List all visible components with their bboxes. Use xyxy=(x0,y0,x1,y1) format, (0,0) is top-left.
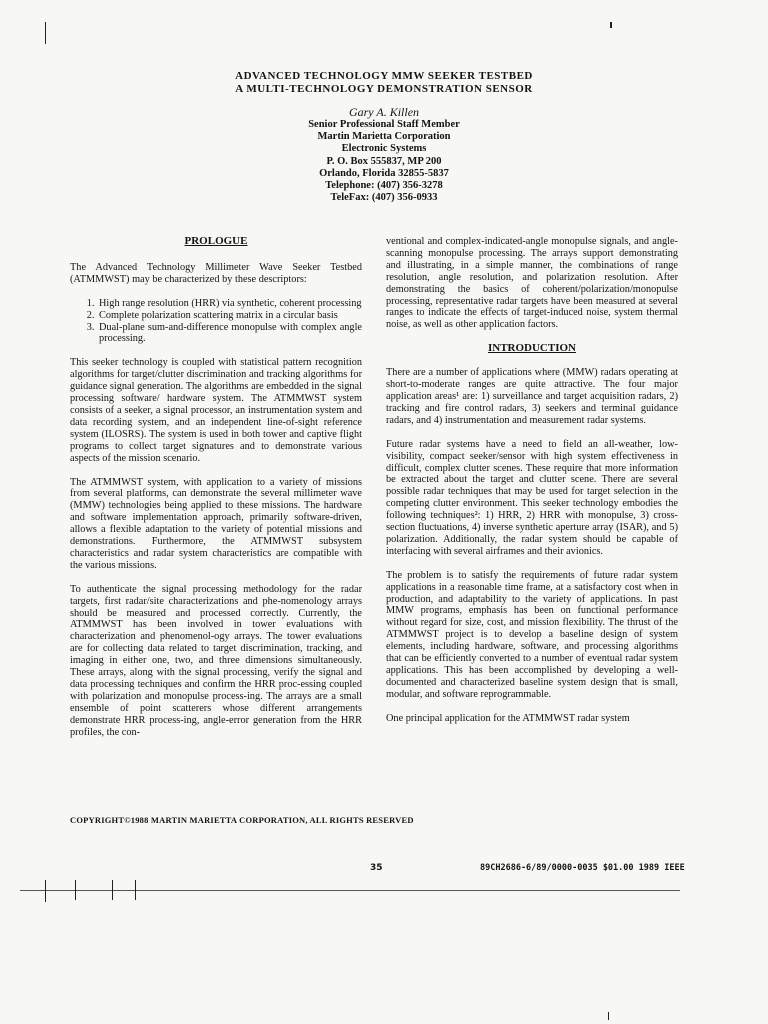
scan-mark xyxy=(75,880,76,900)
title-block xyxy=(0,70,768,204)
body-paragraph: One principal application for the ATMMWST radar system xyxy=(386,712,630,724)
descriptor-list xyxy=(70,298,362,346)
scan-mark xyxy=(112,880,113,900)
scan-mark xyxy=(608,1012,609,1020)
author-name: Gary A. Killen xyxy=(348,105,420,119)
page-number: 35 xyxy=(370,863,383,873)
affiliation-line: Martin Marietta Corporation xyxy=(317,131,451,143)
body-paragraph: The Advanced Technology Millimeter Wave Seeker Testbed (ATMMWST) may be characterized by these descriptors: xyxy=(70,261,362,285)
left-column xyxy=(70,236,362,751)
section-heading-introduction: INTRODUCTION xyxy=(487,342,576,355)
body-paragraph: Future radar systems have a need to field an all-weather, low-visibility, compact seeker/sensor with high system effectiveness in difficult, complex clutter scenes. These require that more information be extracted about the target and clutter scene. There are several possible radar techniques that may be used for target selection in the competing clutter environment. This seeker technology embodies the following techniques²: 1) HRR, 2) HRR with monopulse, 3) cross-section fluctuations, 4) inverse synthetic aperture array (ISAR), and 5) polarization. Additionally, the radar system should be capable of interfacing with several airframes and their avionics. xyxy=(386,438,678,557)
paper-title-line-1: ADVANCED TECHNOLOGY MMW SEEKER TESTBED xyxy=(235,70,533,82)
affiliation-line: Orlando, Florida 32855-5837 xyxy=(319,167,449,179)
body-paragraph: The problem is to satisfy the requirements of future radar system applications in a reasonable time frame, at a satisfactory cost when in production, and adaptability to the variety of applications. In past MMW programs, emphasis has been on functional performance without regard for size, cost, and mission flexibility. The thrust of the ATMMWST project is to develop a baseline design of system elements, including hardware, software, and processing algorithms that can be efficiently converted to a number of eventual radar system applications. This has been accomplished by developing a well-documented and characterized baseline system design that is small, modular, and software reprogrammable. xyxy=(386,569,678,700)
affiliation-line: Senior Professional Staff Member xyxy=(308,119,460,130)
body-paragraph: The ATMMWST system, with application to a variety of missions from several platforms, can demonstrate the several millimeter wave (MMW) technologies being applied to these missions. The hardware and software implementation approach, primarily software-driven, allows a flexible adaptation to the variety of potential missions and demonstrations. Furthermore, the ATMMWST subsystem characteristics and radar system characteristics are compatible with the various missions. xyxy=(70,476,362,571)
scan-mark xyxy=(45,22,46,44)
body-paragraph-continuation: ventional and complex-indicated-angle monopulse signals, and angle-scanning monopulse processing. The arrays support demonstrating and illustrating, in a simple manner, the combinations of range resolution, angle resolution, and polarization resolution. After demonstrating the basics of coherent/polarization/monopulse processing, representative radar targets have been measured at several ranges to indicate the effects of target-induced noise, system thermal noise, as well as other application factors. xyxy=(386,236,678,331)
list-item: 3. Dual-plane sum-and-difference monopulse with complex angle processing. xyxy=(97,322,362,346)
publication-code: 89CH2686-6/89/0000-0035 $01.00 1989 IEEE xyxy=(480,863,685,873)
list-item: 1. High range resolution (HRR) via synthetic, coherent processing xyxy=(97,298,362,310)
scan-mark xyxy=(45,880,46,902)
right-column xyxy=(386,236,678,737)
affiliation-line: Electronic Systems xyxy=(341,143,427,155)
affiliation-line: P. O. Box 555837, MP 200 xyxy=(326,155,442,167)
scan-mark xyxy=(610,22,612,28)
copyright-notice: COPYRIGHT©1988 MARTIN MARIETTA CORPORATION, ALL RIGHTS RESERVED xyxy=(70,815,414,825)
paper-title-line-2: A MULTI-TECHNOLOGY DEMONSTRATION SENSOR xyxy=(235,83,533,95)
scan-mark xyxy=(20,890,680,891)
body-paragraph: To authenticate the signal processing methodology for the radar targets, first radar/site characterizations and phe-nomenology arrays should be measured and processed correctly. Currently, the ATMMWST has been involved in tower evaluations with characterization and phenomenol-ogy arrays. The tower evaluations are for collecting data related to target discrimination, tracking, and imaging in either one, two, and three dimensions simultaneously. These arrays, along with the signal processing, verify the signal and data processing techniques and confirm the HRR proc-essing coupled with polarization and monopulse process-ing. The arrays are a small ensemble of point scatterers whose different arrangements demonstrate HRR process-ing, angle-error generation from the HRR profiles, the con- xyxy=(70,583,362,738)
body-paragraph: There are a number of applications where (MMW) radars operating at short-to-moderate ranges are quite attractive. The four major application areas¹ are: 1) surveillance and target acquisition radars, 2) tracking and fire control radars, 3) seekers and terminal guidance radars, and 4) instrumentation and measurement radar systems. xyxy=(386,367,678,426)
body-paragraph: This seeker technology is coupled with statistical pattern recognition algorithms for target/clutter discrimination and tracking algorithms for guidance signal generation. The algorithms are embedded in the signal processing software/ hardware system. The ATMMWST system consists of a seeker, a signal processor, an instrumentation system and data recording system, and an independent line-of-sight reference system (ILOSRS). The system is used in both tower and captive flight programs to collect target signatures and to demonstrate various aspects of the mission scenario. xyxy=(70,357,362,464)
section-heading-prologue: PROLOGUE xyxy=(184,235,248,247)
scan-mark xyxy=(135,880,136,900)
affiliation-line: Telephone: (407) 356-3278 xyxy=(325,180,443,192)
affiliation-line: TeleFax: (407) 356-0933 xyxy=(330,192,438,204)
list-item: 2. Complete polarization scattering matrix in a circular basis xyxy=(97,310,362,322)
